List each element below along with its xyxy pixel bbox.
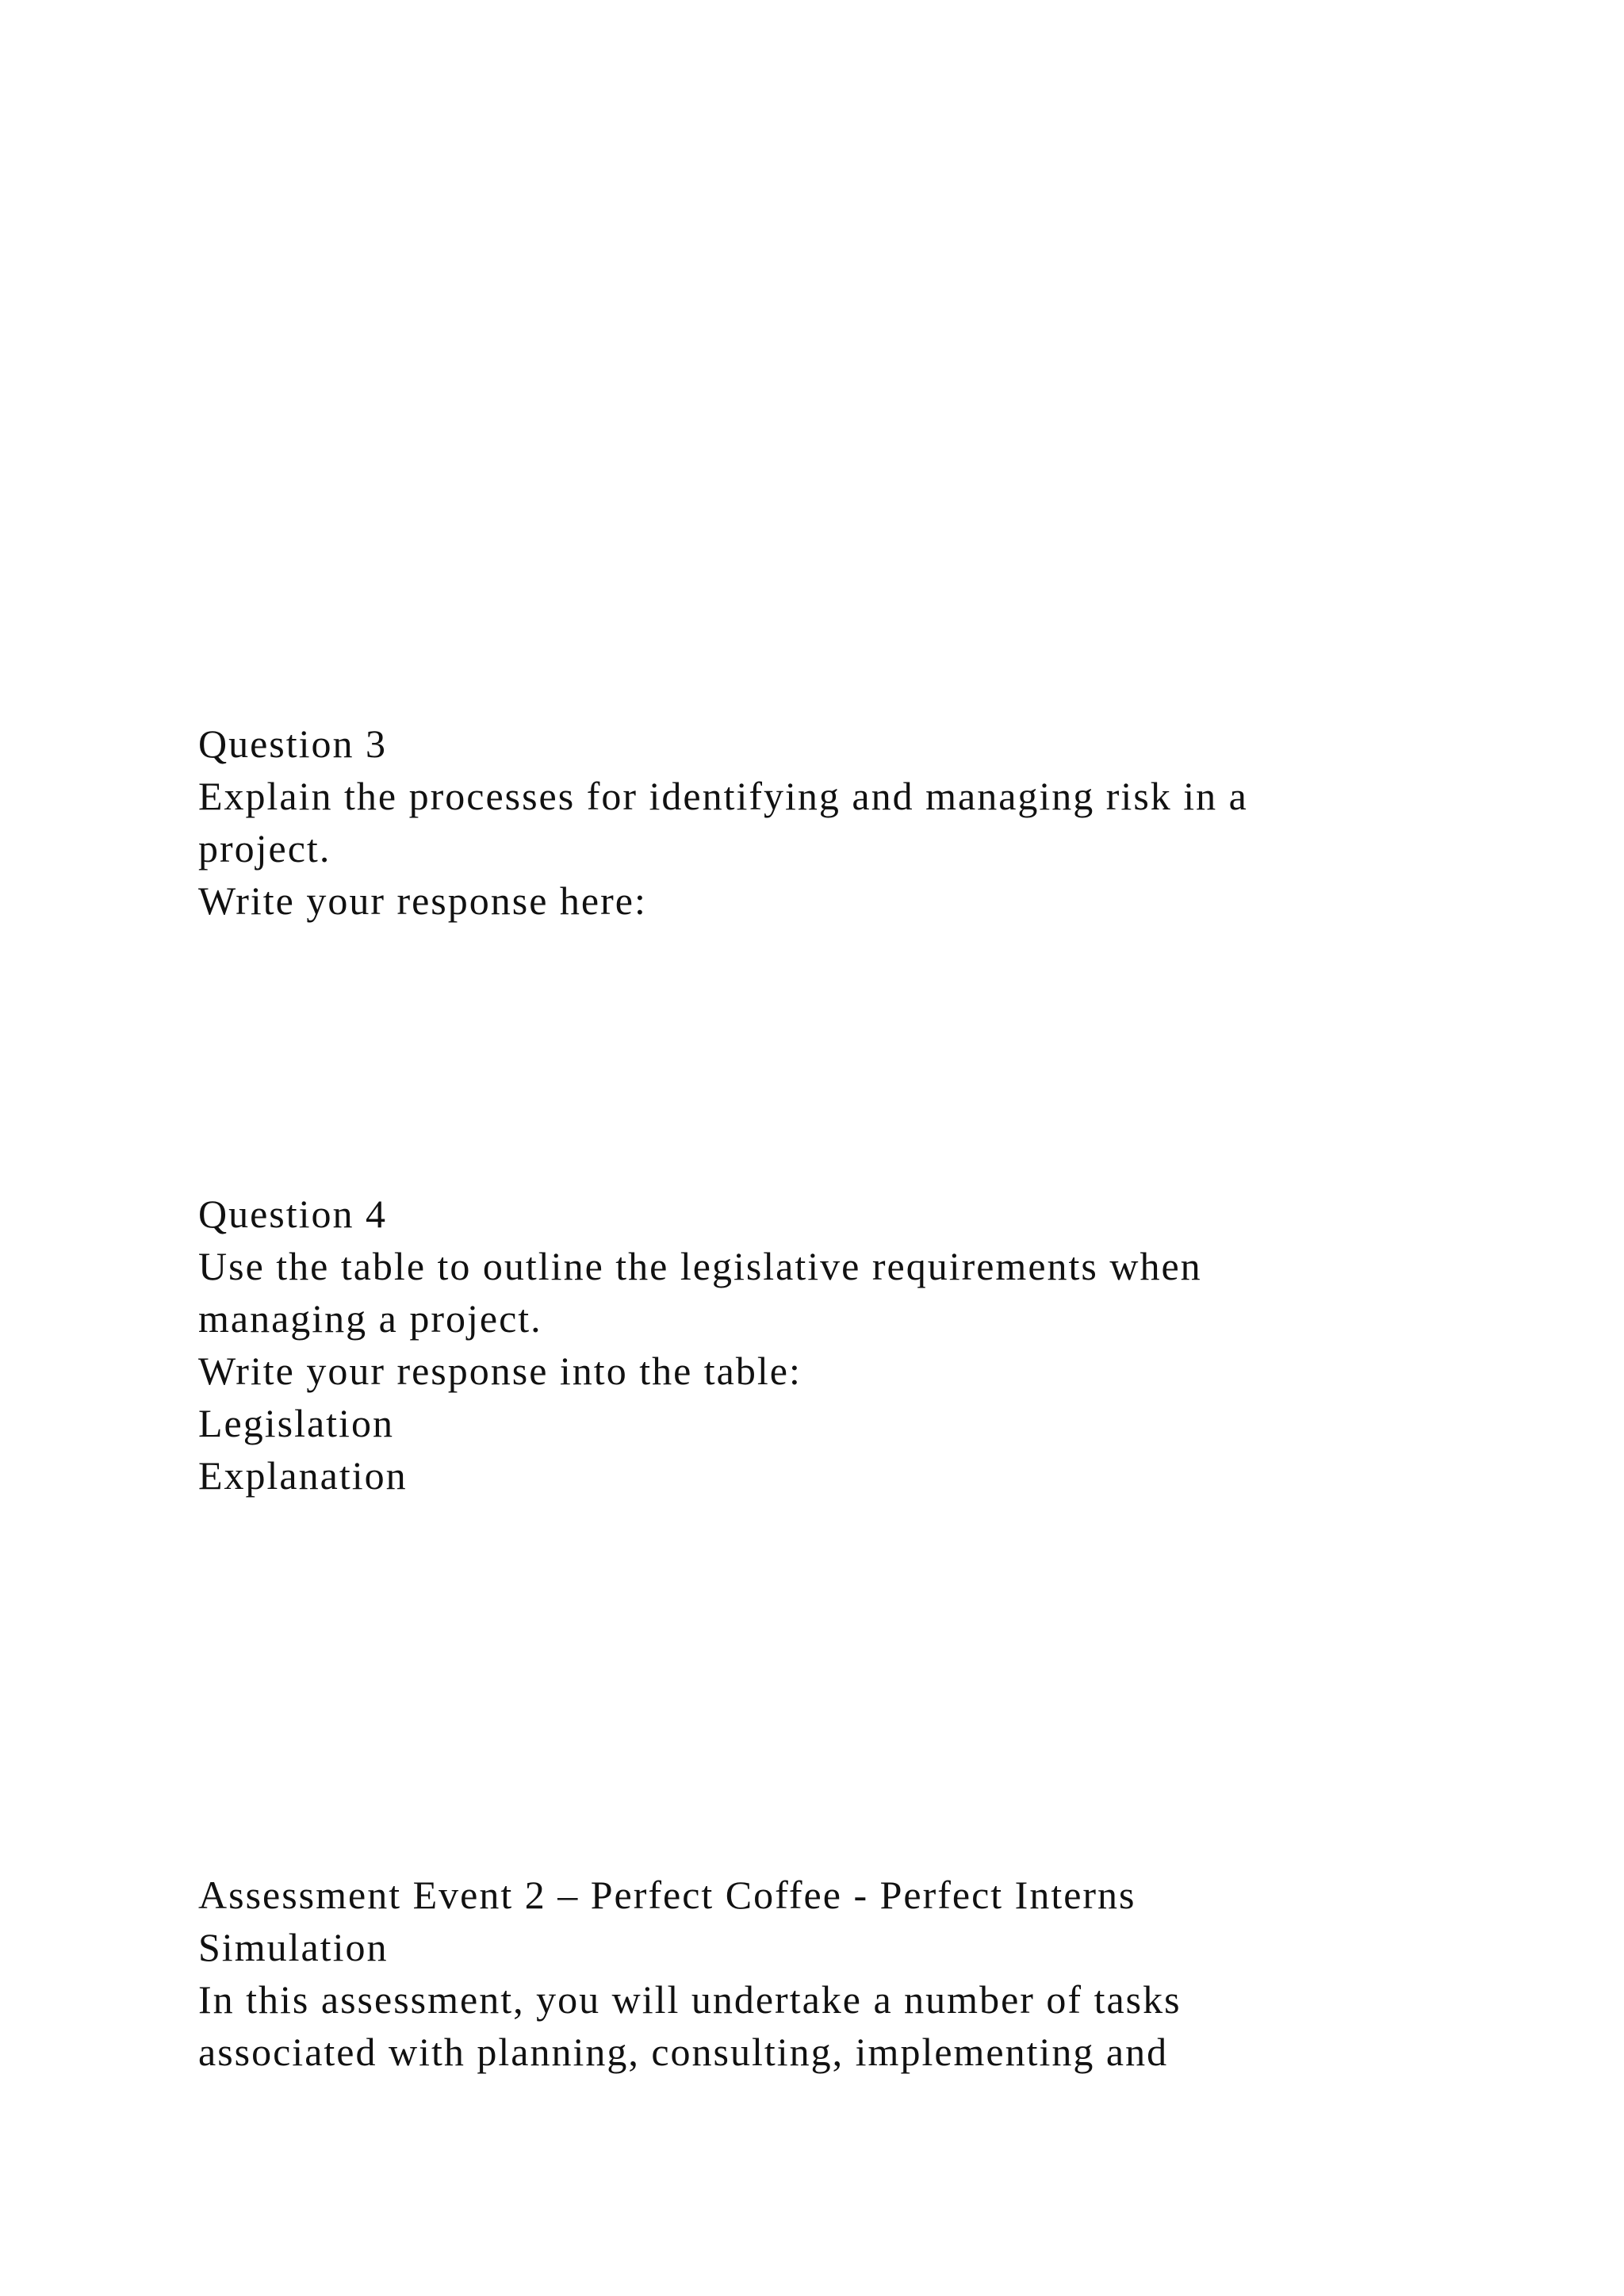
question-4-instruction: Write your response into the table: [198,1349,802,1393]
table-header-legislation: Legislation [198,1401,394,1445]
question-3-prompt: Explain the processes for identifying and managing risk in a [198,774,1248,818]
table-header-explanation: Explanation [198,1453,408,1498]
assessment-body: In this assessment, you will undertake a number of tasks [198,1977,1182,2022]
question-4-heading: Question 4 [198,1192,388,1236]
question-4-prompt: Use the table to outline the legislative requirements when [198,1244,1202,1288]
question-3-instruction: Write your response here: [198,878,647,923]
question-3-heading: Question 3 [198,721,388,766]
question-4-prompt-continued: managing a project. [198,1296,542,1341]
assessment-title: Assessment Event 2 – Perfect Coffee - Perfect Interns [198,1873,1136,1917]
assessment-title-continued: Simulation [198,1925,389,1969]
question-3-prompt-continued: project. [198,826,331,871]
assessment-body-continued: associated with planning, consulting, implementing and [198,2030,1169,2074]
